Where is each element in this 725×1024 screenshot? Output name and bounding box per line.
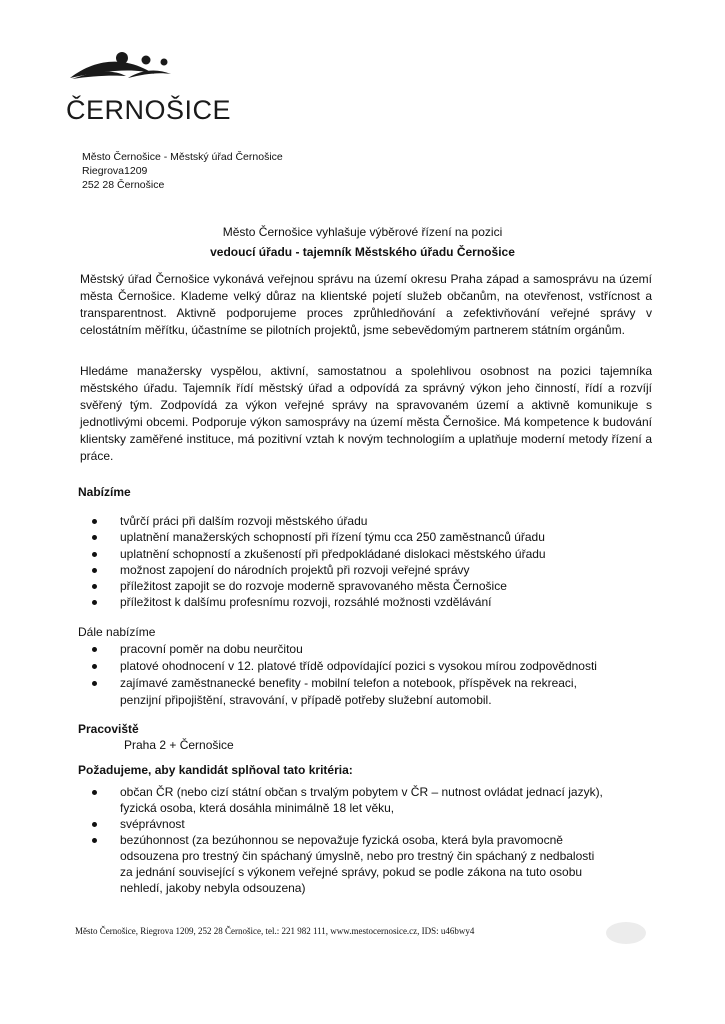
list-item: uplatnění manažerských schopností při řízení týmu cca 250 zaměstnanců úřadu [120,529,546,545]
headline-line-1: Město Černošice vyhlašuje výběrové řízení na pozici [222,225,503,239]
cernosice-logo [66,48,232,126]
list-item: příležitost k dalšímu profesnímu rozvoji, rozsáhlé možnosti vzdělávání [120,594,546,610]
scan-smudge [606,922,646,944]
offer-list [120,513,546,611]
logo-mark-icon [66,48,216,98]
page-footer: Město Černošice, Riegrova 1209, 252 28 Černošice, tel.: 221 982 111, www.mestocernosice.cz, IDS: u46bwy4 [75,926,475,936]
logo-wordmark: ČERNOŠICE [66,95,232,125]
list-item: zajímavé zaměstnanecké benefity - mobilní telefon a notebook, příspěvek na rekreaci, [120,675,597,692]
list-item: tvůrčí práci při dalším rozvoji městského úřadu [120,513,546,529]
sender-address [82,150,283,192]
list-item: pracovní poměr na dobu neurčitou [120,641,597,658]
list-item: svéprávnost [120,816,640,832]
address-line-3: 252 28 Černošice [82,179,165,191]
list-item-continuation: penzijní připojištění, stravování, v případě potřeby služební automobil. [120,693,492,707]
headline-line-2: vedoucí úřadu - tajemník Městského úřadu Černošice [210,245,515,259]
address-line-1: Město Černošice - Městský úřad Černošice [82,151,283,163]
workplace-heading: Pracoviště [78,722,139,736]
list-item: platové ohodnocení v 12. platové třídě odpovídající pozici s vysokou mírou zodpovědnosti [120,658,597,675]
document-headline [0,222,725,262]
offer2-heading: Dále nabízíme [78,625,156,639]
workplace-value: Praha 2 + Černošice [124,738,234,752]
requirements-heading: Požadujeme, aby kandidát splňoval tato kritéria: [78,763,353,777]
list-item: bezúhonnost (za bezúhonnou se nepovažuje fyzická osoba, která byla pravomocně odsouzena pro trestný čin spáchaný úmyslně, nebo pro trestný čin spáchaný z nedbalosti za jednání související s výkonem veřejné správy, pokud se podle zákona na tuto osobu nehledí, jakoby nebyla odsouzena) [120,832,640,896]
offer-heading: Nabízíme [78,485,131,499]
position-paragraph: Hledáme manažersky vyspělou, aktivní, samostatnou a spolehlivou osobnost na pozici tajemníka městského úřadu. Tajemník řídí městský úřad a odpovídá za správný výkon jeho činností, řídí a rozvíjí svěřený tým. Zodpovídá za výkon veřejné správy na spravovaném území a aktivně komunikuje s jednotlivými obcemi. Podporuje výkon samosprávy na území města Černošice. Má kompetence k budování klientsky zaměřené instituce, má pozitivní vztah k novým technologiím a uplatňuje moderní metody řízení a práce. [80,364,652,463]
offer2-list [120,641,597,709]
list-item: možnost zapojení do národních projektů při rozvoji veřejné správy [120,562,546,578]
list-item: příležitost zapojit se do rozvoje moderně spravovaného města Černošice [120,578,546,594]
requirements-list [120,784,640,896]
list-item: občan ČR (nebo cizí státní občan s trvalým pobytem v ČR – nutnost ovládat jednací jazyk), fyzická osoba, která dosáhla minimálně 18 let věku, [120,784,640,816]
list-item: uplatnění schopností a zkušeností při předpokládané dislokaci městského úřadu [120,546,546,562]
address-line-2: Riegrova1209 [82,165,148,177]
intro-paragraph: Městský úřad Černošice vykonává veřejnou správu na území okresu Praha západ a samosprávu na území města Černošice. Klademe velký důraz na klientské pojetí služeb občanům, na otevřenost, vstřícnost a transparentnost. Aktivně podporujeme proces zprůhledňování a zefektivňování veřejné správy v celostátním měřítku, účastníme se pilotních projektů, jsme sebevědomým partnerem státním orgánům. [80,272,652,337]
